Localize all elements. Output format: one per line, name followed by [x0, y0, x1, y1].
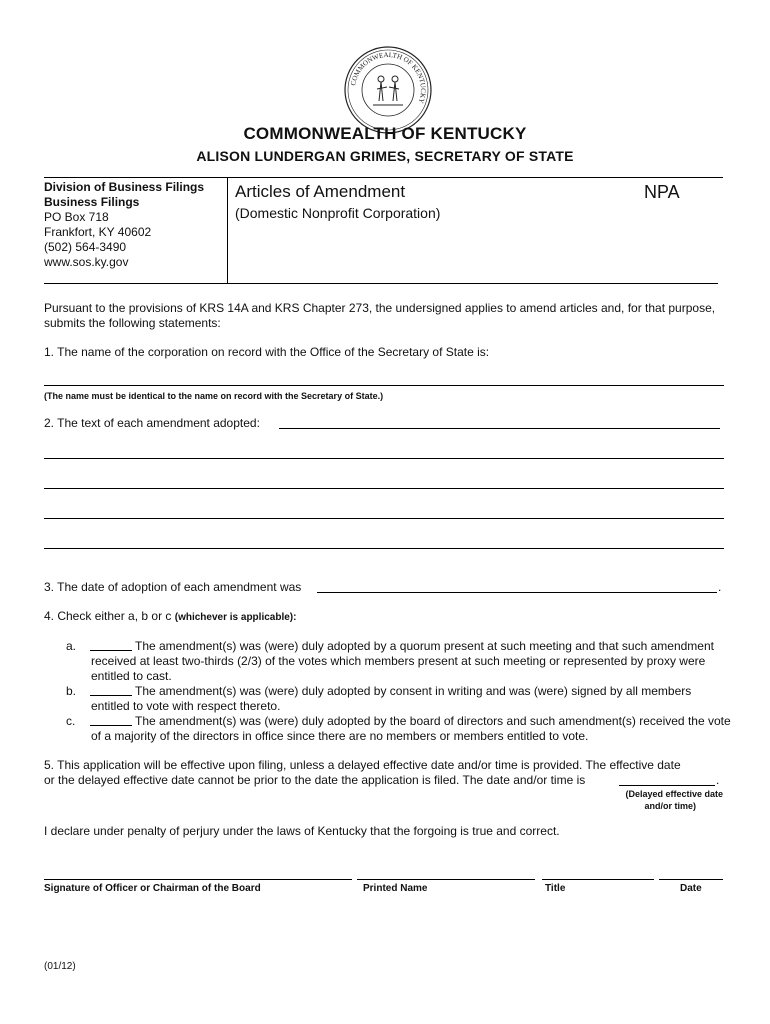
item2-label: 2. The text of each amendment adopted:: [44, 416, 260, 430]
option-b-letter: b.: [66, 684, 77, 698]
website: www.sos.ky.gov: [44, 255, 129, 269]
option-a-letter: a.: [66, 639, 77, 653]
secretary-title: ALISON LUNDERGAN GRIMES, SECRETARY OF STATE: [196, 148, 574, 164]
division-label: Division of Business Filings: [44, 180, 205, 194]
amendment-text-line1[interactable]: [279, 428, 720, 429]
item5-note-line1: (Delayed effective date: [625, 789, 723, 799]
signature-label: Signature of Officer or Chairman of the Board: [44, 883, 261, 894]
option-c-text: The amendment(s) was (were) duly adopted by the board of directors and such amendment(s) received the vote of a majority of the directors in office since there are no members or members entitled to vote.: [91, 714, 731, 743]
address-line2: Frankfort, KY 40602: [44, 225, 152, 239]
amendment-text-line4[interactable]: [44, 518, 724, 519]
date-field[interactable]: [659, 879, 723, 880]
option-a-text: The amendment(s) was (were) duly adopted by a quorum present at such meeting and that such amendment received at least two-thirds (2/3) of the votes which members present at such meeting or represented by proxy were entitled to cast.: [91, 639, 714, 683]
item5-note-line2: and/or time): [644, 801, 696, 811]
amendment-text-line5[interactable]: [44, 548, 724, 549]
form-code: NPA: [644, 182, 680, 202]
printed-name-field[interactable]: [357, 879, 535, 880]
dept-label: Business Filings: [44, 195, 140, 209]
item5-period: .: [716, 773, 720, 787]
title-field[interactable]: [542, 879, 654, 880]
commonwealth-title: COMMONWEALTH OF KENTUCKY: [243, 124, 527, 143]
seal-text: COMMONWEALTH OF KENTUCKY: [349, 50, 428, 105]
printed-name-label: Printed Name: [363, 883, 428, 894]
form-subtitle: (Domestic Nonprofit Corporation): [235, 205, 441, 221]
option-b-text: The amendment(s) was (were) duly adopted by consent in writing and was (were) signed by all members entitled to vote with respect thereto.: [91, 684, 692, 713]
amendment-text-line3[interactable]: [44, 488, 724, 489]
option-c-letter: c.: [66, 714, 76, 728]
revision-code: (01/12): [44, 961, 76, 972]
corporation-name-field[interactable]: [44, 385, 724, 386]
intro-text: Pursuant to the provisions of KRS 14A and KRS Chapter 273, the undersigned applies to amend articles and, for that purpose, submits the following statements:: [44, 301, 716, 330]
title-label: Title: [545, 883, 566, 894]
item1-label: 1. The name of the corporation on record with the Office of the Secretary of State is:: [44, 345, 490, 359]
amendment-text-line2[interactable]: [44, 458, 724, 459]
office-info: [44, 180, 204, 270]
declaration-text: I declare under penalty of perjury under the laws of Kentucky that the forgoing is true and correct.: [44, 824, 560, 838]
item5-note: [560, 788, 723, 812]
signature-field[interactable]: [44, 879, 352, 880]
header-top-rule: [44, 177, 723, 178]
header-divider: [227, 177, 228, 283]
date-label: Date: [680, 883, 702, 894]
item3-label: 3. The date of adoption of each amendment was: [44, 580, 302, 594]
form-title: Articles of Amendment: [235, 182, 406, 201]
item4-label: 4. Check either a, b or c: [44, 609, 172, 623]
item1-note: (The name must be identical to the name on record with the Secretary of State.): [44, 391, 384, 401]
item5-line1: 5. This application will be effective upon filing, unless a delayed effective date and/or time is provided. The effective date: [44, 758, 681, 772]
svg-text:COMMONWEALTH OF KENTUCKY: [349, 51, 427, 105]
item5-line2: or the delayed effective date cannot be prior to the date the application is filed. The date and/or time is: [44, 773, 586, 787]
item4-note: (whichever is applicable):: [174, 612, 297, 623]
item3-period: .: [718, 580, 722, 594]
state-seal: [343, 45, 433, 135]
adoption-date-field[interactable]: [317, 592, 717, 593]
delayed-date-field[interactable]: [619, 785, 715, 786]
header-bottom-rule: [44, 283, 718, 284]
address-line1: PO Box 718: [44, 210, 109, 224]
phone-number: (502) 564-3490: [44, 240, 127, 254]
